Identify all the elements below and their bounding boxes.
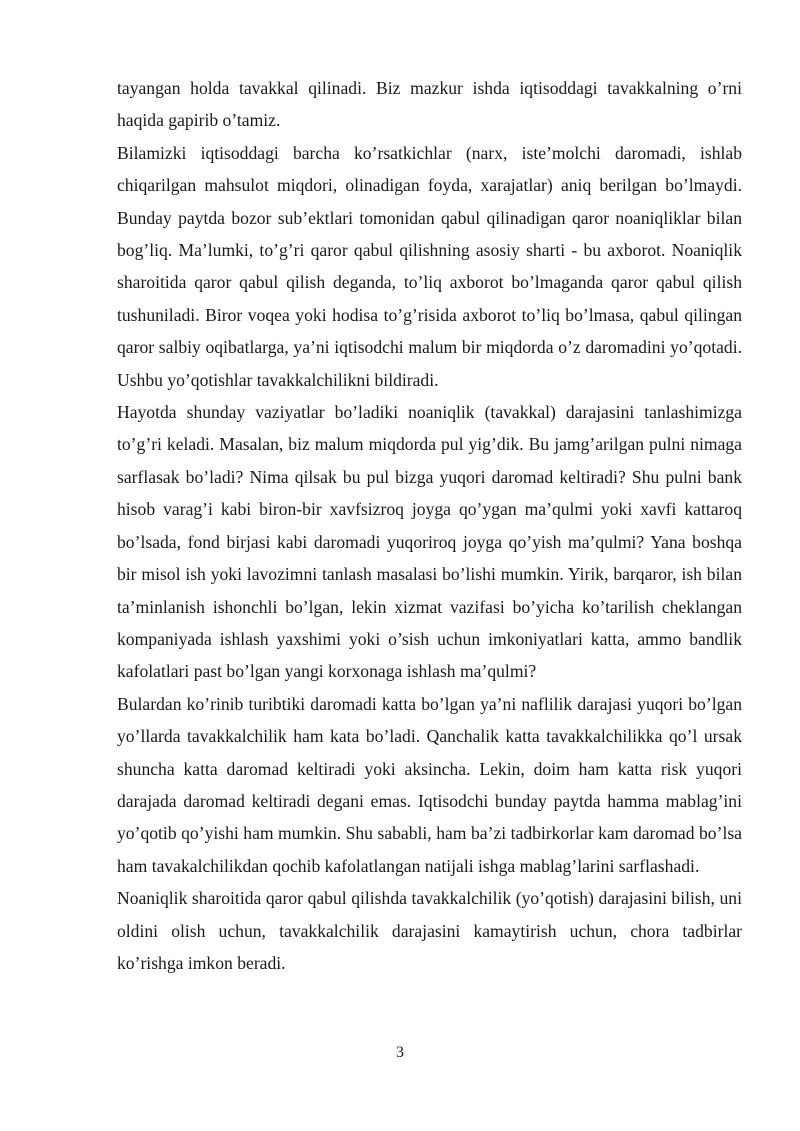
paragraph-1: tayangan holda tavakkal qilinadi. Biz mazkur ishda iqtisoddagi tavakkalning o’rni haqida gapirib o’tamiz. <box>117 78 742 131</box>
paragraph-5: Noaniqlik sharoitida qaror qabul qilishda tavakkalchilik (yo’qotish) darajasini bilish, uni oldini olish uchun, tavakkalchilik darajasini kamaytirish uchun, chora tadbirlar ko’rishga imkon beradi. <box>117 888 742 973</box>
paragraph-2: Bilamizki iqtisoddagi barcha ko’rsatkichlar (narx, iste’molchi daromadi, ishlab chiqarilgan mahsulot miqdori, olinadigan foyda, xarajatlar) aniq berilgan bo’lmaydi. Bunday paytda bozor sub’ektlari tomonidan qabul qilinadigan qaror noaniqliklar bilan bog’liq. Ma’lumki, to’g’ri qaror qabul qilishning asosiy sharti - bu axborot. Noaniqlik sharoitida qaror qabul qilish deganda, to’liq axborot bo’lmaganda qaror qabul qilish tushuniladi. Biror voqea yoki hodisa to’g’risida axborot to’liq bo’lmasa, qabul qilingan qaror salbiy oqibatlarga, ya’ni iqtisodchi malum bir miqdorda o’z daromadini yo’qotadi. Ushbu yo’qotishlar tavakkalchilikni bildiradi. <box>117 142 742 390</box>
paragraph-4: Bulardan ko’rinib turibtiki daromadi katta bo’lgan ya’ni naflilik darajasi yuqori bo’lgan yo’llarda tavakkalchilik ham kata bo’ladi. Qanchalik katta tavakkalchilikka qo’l ursak shuncha katta daromad keltiradi yoki aksincha. Lekin, doim ham katta risk yuqori darajada daromad keltiradi degani emas. Iqtisodchi bunday paytda hamma mablag’ini yo’qotib qo’yishi ham mumkin. Shu sababli, ham ba’zi tadbirkorlar kam daromad bo’lsa ham tavakalchilikdan qochib kafolatlangan natijali ishga mablag’larini sarflashadi. <box>117 693 742 876</box>
page-number: 3 <box>396 1044 404 1061</box>
paragraph-3: Hayotda shunday vaziyatlar bo’ladiki noaniqlik (tavakkal) darajasini tanlashimizga to’g’ri keladi. Masalan, biz malum miqdorda pul yig’dik. Bu jamg’arilgan pulni nimaga sarflasak bo’ladi? Nima qilsak bu pul bizga yuqori daromad keltiradi? Shu pulni bank hisob varag’i kabi biron-bir xavfsizroq joyga qo’ygan ma’qulmi yoki xavfi kattaroq bo’lsada, fond birjasi kabi daromadi yuqoriroq joyga qo’yish ma’qulmi? Yana boshqa bir misol ish yoki lavozimni tanlash masalasi bo’lishi mumkin. Yirik, barqaror, ish bilan ta’minlanish ishonchli bo’lgan, lekin xizmat vazifasi bo’yicha ko’tarilish cheklangan kompaniyada ishlash yaxshimi yoki o’sish uchun imkoniyatlari katta, ammo bandlik kafolatlari past bo’lgan yangi korxonaga ishlash ma’qulmi? <box>117 402 742 682</box>
page-body <box>117 72 742 979</box>
